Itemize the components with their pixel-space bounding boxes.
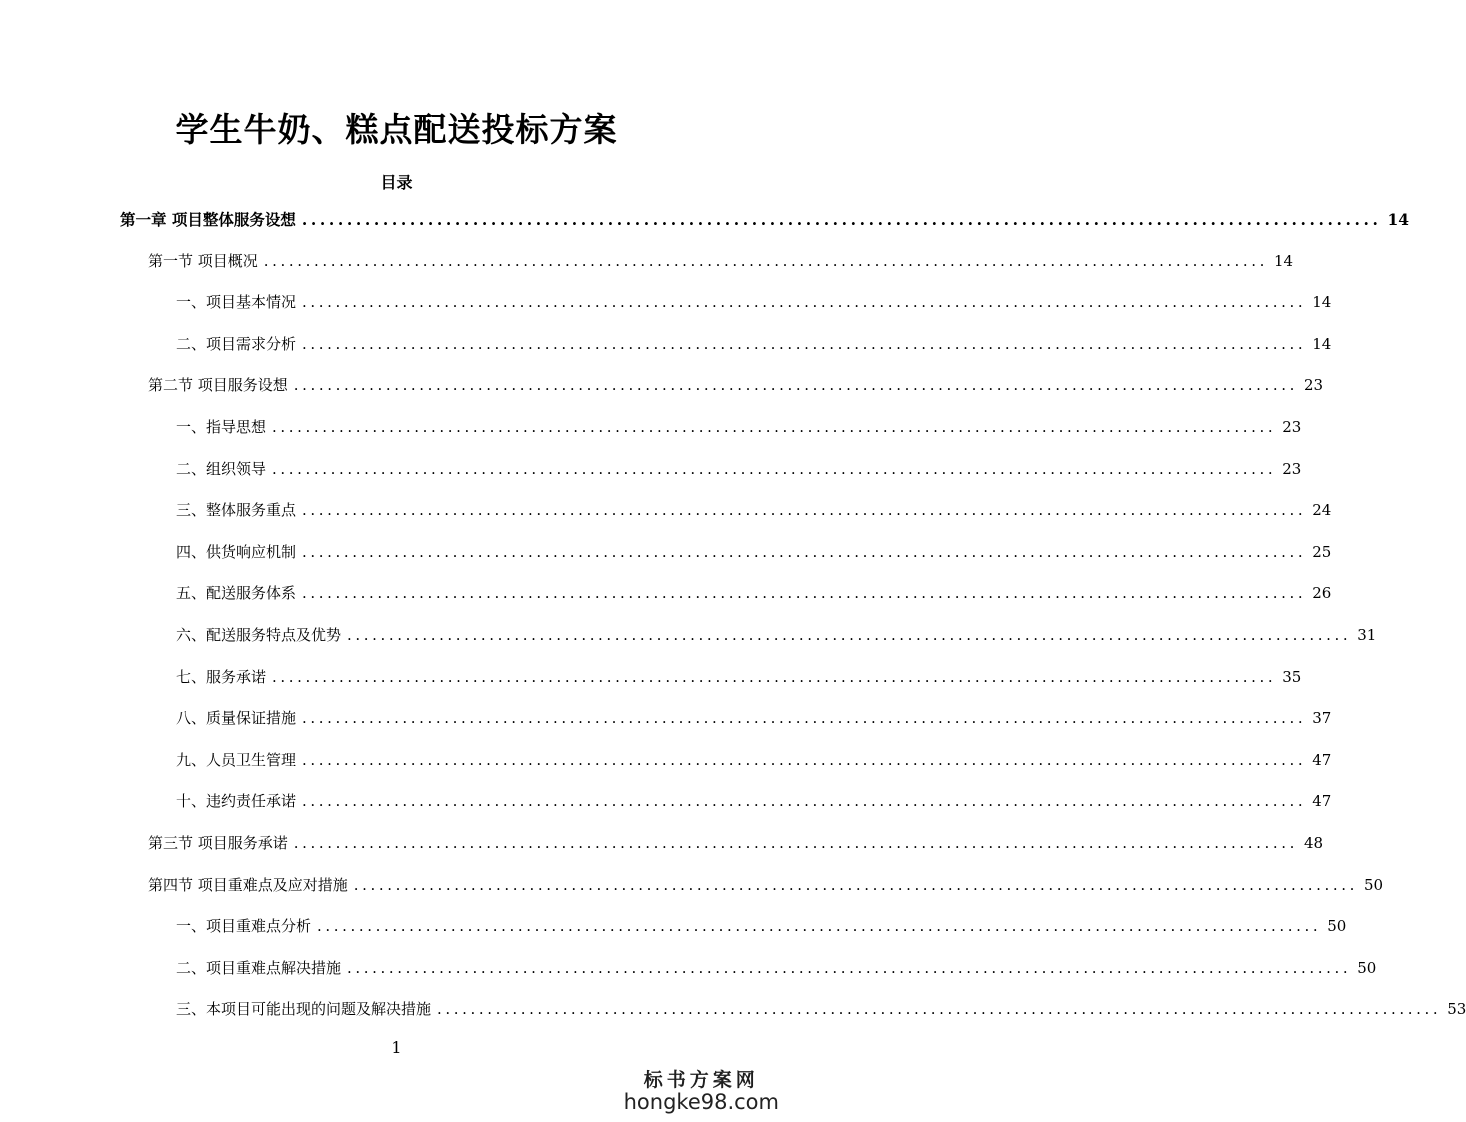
toc-entry-title: 二、组织领导 xyxy=(176,459,267,478)
toc-entry-title: 一、项目基本情况 xyxy=(176,293,297,312)
toc-entry-title: 第三节 项目服务承诺 xyxy=(148,834,288,852)
toc-entry-title: 一、指导思想 xyxy=(176,418,267,436)
page-number: 1 xyxy=(391,1038,402,1057)
toc-entry-page: 37 xyxy=(1312,709,1332,728)
toc-entry-title: 第一节 项目概况 xyxy=(148,251,258,270)
toc-entry-title: 三、本项目可能出现的问题及解决措施 xyxy=(176,1000,432,1019)
toc-entry-page: 35 xyxy=(1282,667,1302,686)
toc-dot-leader: ........................................................................................................................ xyxy=(302,709,1307,728)
toc-dot-leader: ........................................................................................................................ xyxy=(293,376,1298,395)
toc-dot-leader: ........................................................................................................................ xyxy=(302,584,1307,603)
toc-dot-leader: ........................................................................................................................ xyxy=(301,210,1382,229)
toc-entry-page: 14 xyxy=(1312,293,1332,312)
toc-entry-title: 一、项目重难点分析 xyxy=(176,917,312,936)
toc-entry-title: 四、供货响应机制 xyxy=(176,542,297,561)
toc-entry[interactable] xyxy=(120,208,1410,232)
toc-entry[interactable] xyxy=(176,541,1332,565)
toc-dot-leader: ........................................................................................................................ xyxy=(353,875,1358,894)
toc-entry-title: 六、配送服务特点及优势 xyxy=(176,626,342,644)
toc-entry[interactable] xyxy=(148,832,1324,856)
toc-dot-leader: ........................................................................................................................ xyxy=(347,958,1352,977)
toc-dot-leader: ........................................................................................................................ xyxy=(302,542,1307,561)
toc-dot-leader: ........................................................................................................................ xyxy=(302,792,1307,811)
toc-entry[interactable] xyxy=(176,458,1302,482)
toc-dot-leader: ........................................................................................................................ xyxy=(272,459,1277,478)
toc-entry[interactable] xyxy=(176,333,1332,357)
toc-entry[interactable] xyxy=(176,416,1302,440)
toc-entry[interactable] xyxy=(176,957,1377,981)
toc-entry-title: 十、违约责任承诺 xyxy=(176,792,297,811)
watermark-logo xyxy=(624,1065,779,1114)
toc-entry-title: 九、人员卫生管理 xyxy=(176,750,297,769)
toc-entry-page: 47 xyxy=(1312,792,1332,811)
toc-entry-title: 第一章 项目整体服务设想 xyxy=(120,210,296,229)
toc-dot-leader: ........................................................................................................................ xyxy=(317,917,1322,936)
toc-entry-page: 25 xyxy=(1312,542,1332,561)
toc-entry-title: 第四节 项目重难点及应对措施 xyxy=(148,875,348,894)
toc-dot-leader: ........................................................................................................................ xyxy=(272,667,1277,686)
toc-dot-leader: ........................................................................................................................ xyxy=(347,626,1352,644)
toc-entry-title: 五、配送服务体系 xyxy=(176,584,297,603)
toc-entry-page: 48 xyxy=(1303,834,1324,852)
toc-entry-title: 七、服务承诺 xyxy=(176,667,267,686)
toc-entry[interactable] xyxy=(176,624,1377,648)
toc-dot-leader: ........................................................................................................................ xyxy=(293,834,1298,852)
toc-entry[interactable] xyxy=(176,790,1332,814)
watermark-url: hongke98.com xyxy=(623,1090,779,1114)
toc-dot-leader: ........................................................................................................................ xyxy=(302,293,1307,312)
toc-entry-title: 二、项目重难点解决措施 xyxy=(176,958,342,977)
toc-entry-page: 23 xyxy=(1303,376,1324,395)
toc-dot-leader: ........................................................................................................................ xyxy=(272,418,1277,436)
toc-entry[interactable] xyxy=(148,250,1294,274)
toc-entry-title: 三、整体服务重点 xyxy=(176,501,297,520)
toc-entry-page: 31 xyxy=(1357,626,1377,644)
toc-entry-page: 14 xyxy=(1312,334,1332,353)
watermark-name: 标书方案网 xyxy=(643,1069,759,1091)
toc-entry[interactable] xyxy=(176,707,1332,731)
toc-entry[interactable] xyxy=(176,666,1302,690)
toc-entry[interactable] xyxy=(148,374,1324,398)
toc-entry[interactable] xyxy=(176,749,1332,773)
toc-entry-page: 50 xyxy=(1327,917,1347,936)
toc-dot-leader: ........................................................................................................................ xyxy=(302,750,1307,769)
toc-entry-page: 50 xyxy=(1357,958,1377,977)
toc-heading: 目录 xyxy=(380,173,413,192)
toc-entry-title: 第二节 项目服务设想 xyxy=(148,376,288,395)
toc-entry[interactable] xyxy=(176,582,1332,606)
toc-entry-page: 53 xyxy=(1447,1000,1466,1019)
toc-entry-page: 14 xyxy=(1387,210,1410,229)
toc-entry-page: 24 xyxy=(1312,501,1332,520)
toc-entry-page: 47 xyxy=(1312,750,1332,769)
toc-entry-page: 14 xyxy=(1273,251,1294,270)
toc-entry[interactable] xyxy=(176,915,1347,939)
toc-dot-leader: ........................................................................................................................ xyxy=(263,251,1268,270)
document-title: 学生牛奶、糕点配送投标方案 xyxy=(175,110,618,149)
toc-entry[interactable] xyxy=(148,874,1384,898)
toc-entry[interactable] xyxy=(176,998,1466,1022)
toc-entry-title: 八、质量保证措施 xyxy=(176,709,297,728)
toc-entry-title: 二、项目需求分析 xyxy=(176,334,297,353)
toc-entry[interactable] xyxy=(176,499,1332,523)
toc-entry-page: 23 xyxy=(1282,459,1302,478)
toc-entry-page: 23 xyxy=(1282,418,1302,436)
toc-entry-page: 26 xyxy=(1312,584,1332,603)
toc-dot-leader: ........................................................................................................................ xyxy=(437,1000,1442,1019)
toc-entry-page: 50 xyxy=(1363,875,1384,894)
toc-entry[interactable] xyxy=(176,291,1332,315)
toc-dot-leader: ........................................................................................................................ xyxy=(302,334,1307,353)
toc-dot-leader: ........................................................................................................................ xyxy=(302,501,1307,520)
